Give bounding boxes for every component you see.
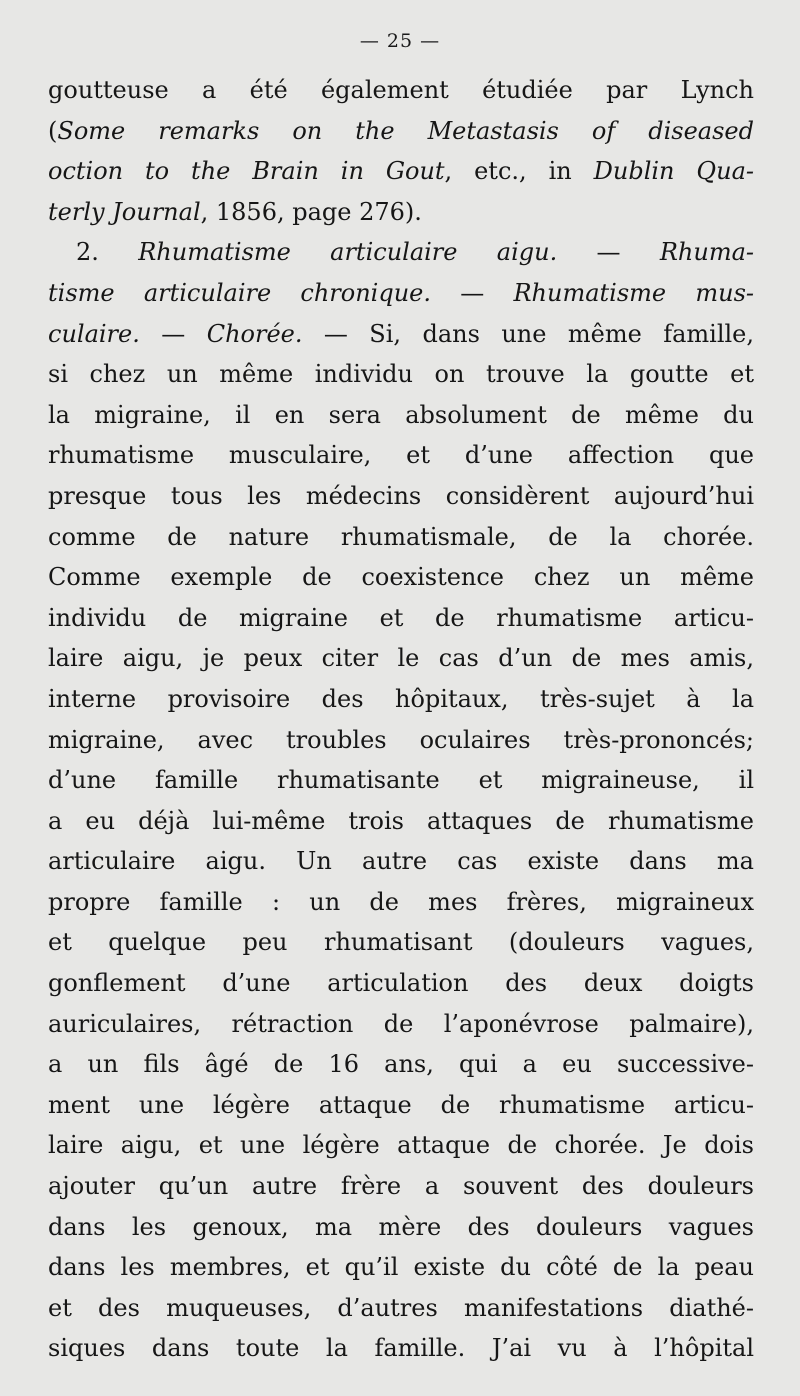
text-line <box>48 841 754 882</box>
text-segment: articulaire aigu. Un autre cas existe dans ma <box>48 847 754 876</box>
italic-text-segment: terly Journal <box>48 197 201 226</box>
text-segment: laire aigu, et une légère attaque de chorée. Je dois <box>48 1131 754 1160</box>
text-line <box>48 963 754 1004</box>
text-segment: ( <box>48 116 58 145</box>
text-line <box>48 1247 754 1288</box>
italic-text-segment: Dublin Qua- <box>593 157 754 186</box>
text-line <box>48 314 754 355</box>
text-line <box>48 111 754 152</box>
text-segment: siques dans toute la famille. J’ai vu à l’hôpital <box>48 1334 754 1363</box>
italic-text-segment: tisme articulaire chronique. <box>48 278 432 307</box>
italic-text-segment: oction to the Brain in Gout <box>48 157 445 186</box>
text-segment: presque tous les médecins considèrent aujourd’hui <box>48 481 754 510</box>
text-line <box>48 801 754 842</box>
text-segment: dans les genoux, ma mère des douleurs vagues <box>48 1212 754 1241</box>
italic-text-segment: Rhumatisme articulaire aigu. <box>138 238 558 267</box>
text-line <box>48 882 754 923</box>
text-line <box>48 232 754 273</box>
text-segment: auriculaires, rétraction de l’aponévrose palmaire), <box>48 1009 754 1038</box>
text-line <box>48 760 754 801</box>
text-segment: si chez un même individu on trouve la goutte et <box>48 360 754 389</box>
body-text <box>48 70 754 1369</box>
text-line <box>48 922 754 963</box>
text-line <box>48 1044 754 1085</box>
italic-text-segment: Some remarks on the Metastasis of diseased <box>57 116 754 145</box>
text-line <box>48 720 754 761</box>
text-line <box>48 435 754 476</box>
text-segment: et quelque peu rhumatisant (douleurs vagues, <box>48 928 754 957</box>
text-segment: ment une légère attaque de rhumatisme articu- <box>48 1090 754 1119</box>
italic-text-segment: Rhuma- <box>659 238 754 267</box>
text-segment: a un fils âgé de 16 ans, qui a eu successive- <box>48 1050 754 1079</box>
text-segment: ajouter qu’un autre frère a souvent des douleurs <box>48 1172 754 1201</box>
text-segment: — Si, dans une même famille, <box>302 319 754 348</box>
text-line <box>48 638 754 679</box>
text-segment: comme de nature rhumatismale, de la chorée. <box>48 522 754 551</box>
italic-text-segment: Rhumatisme mus- <box>513 278 755 307</box>
text-segment: a eu déjà lui-même trois attaques de rhumatisme <box>48 806 754 835</box>
text-segment: rhumatisme musculaire, et d’une affection que <box>48 441 754 470</box>
text-segment: — <box>139 319 207 348</box>
text-line <box>48 517 754 558</box>
text-segment: propre famille : un de mes frères, migraineux <box>48 887 754 916</box>
text-segment: goutteuse a été également étudiée par Lynch <box>48 76 754 104</box>
text-line <box>48 1004 754 1045</box>
text-line <box>48 476 754 517</box>
text-segment: , etc., in <box>444 157 594 186</box>
text-segment: et des muqueuses, d’autres manifestations diathé- <box>48 1293 754 1322</box>
text-segment: dans les membres, et qu’il existe du côté de la peau <box>48 1253 754 1282</box>
page-number: — 25 — <box>359 30 441 52</box>
text-segment: Comme exemple de coexistence chez un même <box>48 563 754 592</box>
text-line <box>48 1328 754 1369</box>
text-line <box>48 192 754 233</box>
text-segment: , 1856, page 276). <box>200 197 422 226</box>
text-segment: 2. <box>76 238 139 267</box>
text-line <box>48 151 754 192</box>
text-line <box>48 70 754 111</box>
text-segment: — <box>557 238 660 267</box>
text-line <box>48 557 754 598</box>
italic-text-segment: Chorée. <box>206 319 303 348</box>
text-segment: la migraine, il en sera absolument de même du <box>48 400 754 429</box>
text-line <box>48 1125 754 1166</box>
text-segment: laire aigu, je peux citer le cas d’un de mes amis, <box>48 644 754 673</box>
text-segment: d’une famille rhumatisante et migraineuse, il <box>48 766 754 795</box>
text-segment: gonflement d’une articulation des deux doigts <box>48 969 754 998</box>
text-line <box>48 1166 754 1207</box>
text-segment: individu de migraine et de rhumatisme articu- <box>48 603 754 632</box>
text-line <box>48 1085 754 1126</box>
text-segment: — <box>431 278 514 307</box>
text-segment: migraine, avec troubles oculaires très-prononcés; <box>48 725 754 754</box>
text-line <box>48 679 754 720</box>
text-line <box>48 395 754 436</box>
text-line <box>48 598 754 639</box>
text-line <box>48 273 754 314</box>
text-line <box>48 354 754 395</box>
text-line <box>48 1288 754 1329</box>
text-segment: interne provisoire des hôpitaux, très-sujet à la <box>48 684 754 713</box>
text-line <box>48 1207 754 1248</box>
italic-text-segment: culaire. <box>48 319 140 348</box>
